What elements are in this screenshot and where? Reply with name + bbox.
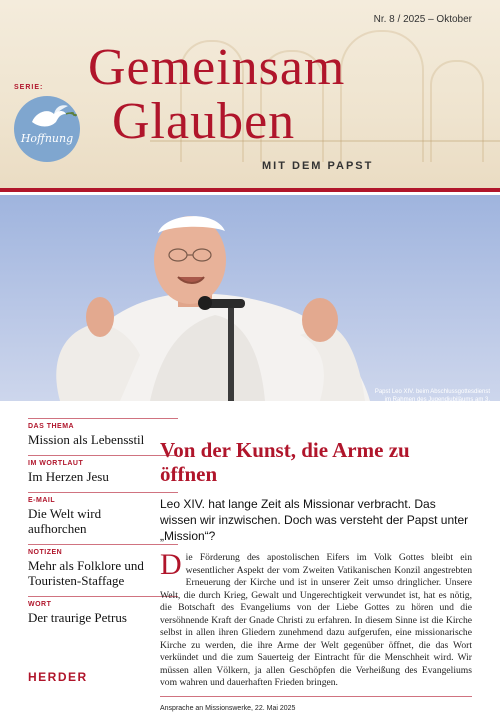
series-badge bbox=[14, 96, 80, 162]
toc-title: Die Welt wird aufhorchen bbox=[28, 506, 102, 536]
masthead bbox=[0, 0, 500, 188]
toc-title: Mehr als Folklore und Touristen-Staffage bbox=[28, 558, 144, 588]
toc-title: Mission als Lebensstil bbox=[28, 432, 145, 447]
toc-category: DAS THEMA bbox=[28, 423, 75, 430]
series-badge-text: Hoffnung bbox=[20, 132, 74, 145]
toc-item[interactable] bbox=[28, 544, 178, 588]
header-divider bbox=[0, 188, 500, 192]
cover-photo bbox=[0, 195, 500, 401]
publisher-logo: HERDER bbox=[28, 670, 88, 684]
toc-item[interactable] bbox=[28, 492, 178, 536]
series-label: SERIE: bbox=[14, 84, 44, 91]
article-source: Ansprache an Missionswerke, 22. Mai 2025 bbox=[160, 704, 296, 712]
toc-divider bbox=[28, 455, 178, 456]
article-body-text: ie Förderung des apostolischen Eifers im Volk Gottes bleibt ein wesentlicher Aspekt der vom Zweiten Vatikanischen Konzil angestrebten Erneuerung der Kirche und ist in unserer Zeit umso dringlicher. Unsere Welt, die durch Krieg, Gewalt und Ungerechtigkeit verwundet ist, hat es nötig, die Botschaft des Evangeliums von der Liebe Gottes zu hören und die versöhnende Kraft der Gnade Christi zu erfahren. In diesem Sinne ist die Kirche selbst in allen ihren Gliedern zunehmend dazu aufgerufen, eine missionarische Kirche zu werden, die ihre Arme der Welt gegenüber öffnet, die das Wort verkündet und die zum Sauerteig der Eintracht für die Menschheit wird. Wir müssen allen Völkern, ja allen Geschöpfen die Verheißung des Evangeliums vom wahren und dauerhaften Frieden bringen. bbox=[160, 552, 472, 688]
toc-title: Im Herzen Jesu bbox=[28, 469, 109, 484]
article-lead: Leo XIV. hat lange Zeit als Missionar verbracht. Das wissen wir inzwischen. Doch was versteht der Papst unter „Mission“? bbox=[160, 497, 469, 543]
photo-caption: Papst Leo XIV. beim Abschlussgottesdienst im Rahmen des Jugendjubiläums am 3. August 2025 in Rom bbox=[374, 389, 490, 411]
toc-item[interactable] bbox=[28, 596, 178, 625]
magazine-title-line1: Gemeinsam bbox=[88, 39, 346, 96]
toc-divider bbox=[28, 492, 178, 493]
toc-category: NOTIZEN bbox=[28, 549, 63, 556]
table-of-contents bbox=[28, 418, 178, 633]
lead-article bbox=[160, 438, 472, 712]
magazine-title-line2: Glauben bbox=[112, 93, 296, 150]
article-dropcap: D bbox=[160, 548, 182, 581]
toc-category: WORT bbox=[28, 601, 52, 608]
article-body bbox=[160, 548, 472, 690]
pope-illustration bbox=[0, 195, 500, 401]
toc-divider bbox=[28, 596, 178, 597]
article-divider bbox=[160, 696, 472, 697]
toc-item[interactable] bbox=[28, 418, 178, 447]
article-headline: Von der Kunst, die Arme zu öffnen bbox=[160, 438, 410, 486]
issue-number: Nr. 8 / 2025 – Oktober bbox=[373, 14, 472, 25]
toc-item[interactable] bbox=[28, 455, 178, 484]
toc-divider bbox=[28, 544, 178, 545]
toc-category: E-MAIL bbox=[28, 497, 56, 504]
toc-category: IM WORTLAUT bbox=[28, 460, 84, 467]
toc-title: Der traurige Petrus bbox=[28, 610, 127, 625]
toc-divider bbox=[28, 418, 178, 419]
magazine-subtitle: MIT DEM PAPST bbox=[262, 160, 374, 172]
